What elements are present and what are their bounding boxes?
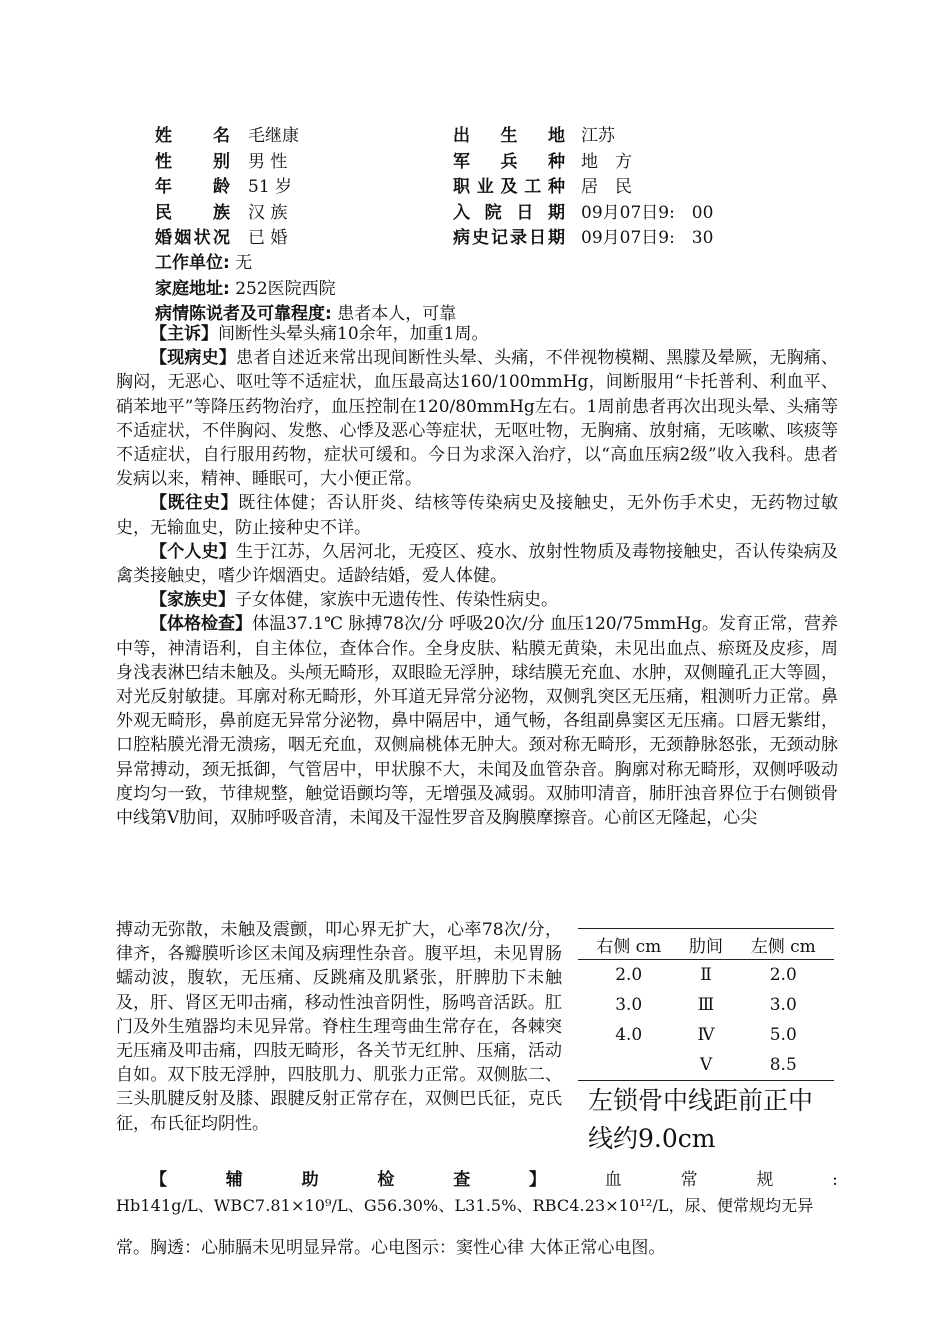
table-row: 3.0 Ⅲ 3.0 <box>615 995 797 1015</box>
physical-exam: 【体格检查】体温37.1℃ 脉搏78次/分 呼吸20次/分 血压120/75mmHg。发育正常，营养中等，神清语利，自主体位，查体合作。全身皮肤、粘膜无黄染，未见出血点、瘀斑及皮疹，周身浅表淋巴结未触及。头颅无畸形，双眼睑无浮肿，球结膜无充血、水肿，双侧瞳孔正大等圆，对光反射敏捷。耳廓对称无畸形，外耳道无异常分泌物，双侧乳突区无压痛，粗测听力正常。鼻外观无畸形，鼻前庭无异常分泌物，鼻中隔居中，通气畅，各组副鼻窦区无压痛。口唇无紫绀，口腔粘膜光滑无溃疡，咽无充血，双侧扁桃体无肿大。颈对称无畸形，无颈静脉怒张，无颈动脉异常搏动，颈无抵御，气管居中，甲状腺不大，未闻及血管杂音。胸廓对称无畸形，双侧呼吸动度均匀一致，节律规整，触觉语颤均等，无增强及减弱。双肺叩清音，肺肝浊音界位于右侧锁骨中线第Ⅴ肋间，双肺呼吸音清，未闻及干湿性罗音及胸膜摩擦音。心前区无隆起，心尖 <box>116 614 838 829</box>
rib-note-line-2: 线约9.0cm <box>588 1124 716 1153</box>
patient-extra <box>155 251 456 328</box>
family-history: 【家族史】子女体健，家族中无遗传性、传染性病史。 <box>150 590 558 611</box>
rib-note-line-1: 左锁骨中线距前正中 <box>588 1086 814 1115</box>
field-record-date: 病史记录日期 09月07日9: 30 <box>453 228 714 248</box>
header-right-cm: 右侧 cm <box>578 929 679 960</box>
table-row: 2.0 Ⅱ 2.0 <box>615 965 797 985</box>
auxiliary-lab-line: Hb141g/L、WBC7.81×10⁹/L、G56.30%、L31.5%、RBC4.23×10¹²/L，尿、便常规均无异 <box>116 1196 814 1215</box>
history-body <box>116 322 838 830</box>
table-header-row <box>578 929 834 960</box>
field-occupation: 职业及工种 居 民 <box>453 177 632 197</box>
field-age: 年 龄 51 岁 <box>155 177 293 197</box>
header-left-cm: 左侧 cm <box>733 929 835 960</box>
field-gender: 性 别 男 性 <box>155 151 288 172</box>
auxiliary-tail: 常。胸透：心肺膈未见明显异常。心电图示：窦性心律 大体正常心电图。 <box>116 1238 666 1258</box>
field-name: 姓 名 毛继康 <box>155 126 299 146</box>
field-birthplace: 出生地 江苏 <box>453 126 615 146</box>
personal-history: 【个人史】生于江苏，久居河北，无疫区、疫水、放射性物质及毒物接触史，否认传染病及禽类接触史，嗜少许烟酒史。适龄结婚，爱人体健。 <box>116 541 839 587</box>
field-service: 军兵种 地 方 <box>453 151 632 172</box>
table-row: 4.0 Ⅳ 5.0 <box>615 1025 797 1045</box>
field-work-unit: 工作单位: 无 <box>155 253 253 273</box>
past-history: 【既往史】既往体健；否认肝炎、结核等传染病史及接触史，无外伤手术史，无药物过敏史，无输血史，防止接种史不详。 <box>116 493 839 538</box>
field-ethnicity: 民 族 汉 族 <box>155 202 288 223</box>
field-marital: 婚姻状况 已 婚 <box>155 228 288 248</box>
rib-measurement-table <box>578 928 834 1081</box>
present-illness: 【现病史】患者自述近来常出现间断性头晕、头痛，不伴视物模糊、黑朦及晕厥，无胸痛、胸闷，无恶心、呕吐等不适症状，血压最高达160/100mmHg，间断服用“卡托普利、利血平、硝苯地平”等降压药物治疗，血压控制在120/80mmHg左右。1周前患者再次出现头晕、头痛等不适症状，不伴胸闷、发憋、心悸及恶心等症状，无呕吐物，无胸痛、放射痛，无咳嗽、咳痰等不适症状，自行服用药物，症状可缓和。今日为求深入治疗，以“高血压病2级”收入我科。患者发病以来，精神、睡眠可，大小便正常。 <box>116 348 839 490</box>
header-intercostal: 肋间 <box>679 929 732 960</box>
header-right <box>453 124 713 252</box>
field-admission-date: 入院日期 09月07日9: 00 <box>453 202 714 223</box>
table-row: Ⅴ 8.5 <box>578 1050 834 1081</box>
chief-complaint: 【主诉】间断性头晕头痛10余年，加重1周。 <box>150 324 489 344</box>
field-narrator: 病情陈说者及可靠程度: 患者本人，可靠 <box>155 304 457 324</box>
header-left <box>155 124 299 252</box>
auxiliary-heading: 【 辅 助 检 查 】 血 常 规 : <box>150 1170 838 1190</box>
field-address: 家庭地址: 252医院西院 <box>155 278 336 299</box>
physical-exam-continued: 搏动无弥散，未触及震颤，叩心界无扩大，心率78次/分，律齐，各瓣膜听诊区未闻及病理性杂音。腹平坦，未见胃肠蠕动波，腹软，无压痛、反跳痛及肌紧张，肝脾肋下未触及，肝、肾区无叩击痛，移动性浊音阴性，肠鸣音活跃。肛门及外生殖器均未见异常。脊柱生理弯曲生常存在，各棘突无压痛及叩击痛，四肢无畸形，各关节无红肿、压痛，活动自如。双下肢无浮肿，四肢肌力、肌张力正常。双侧肱二、三头肌腱反射及膝、跟腱反射正常存在，双侧巴氏征，克氏征，布氏征均阴性。 <box>116 920 562 1134</box>
